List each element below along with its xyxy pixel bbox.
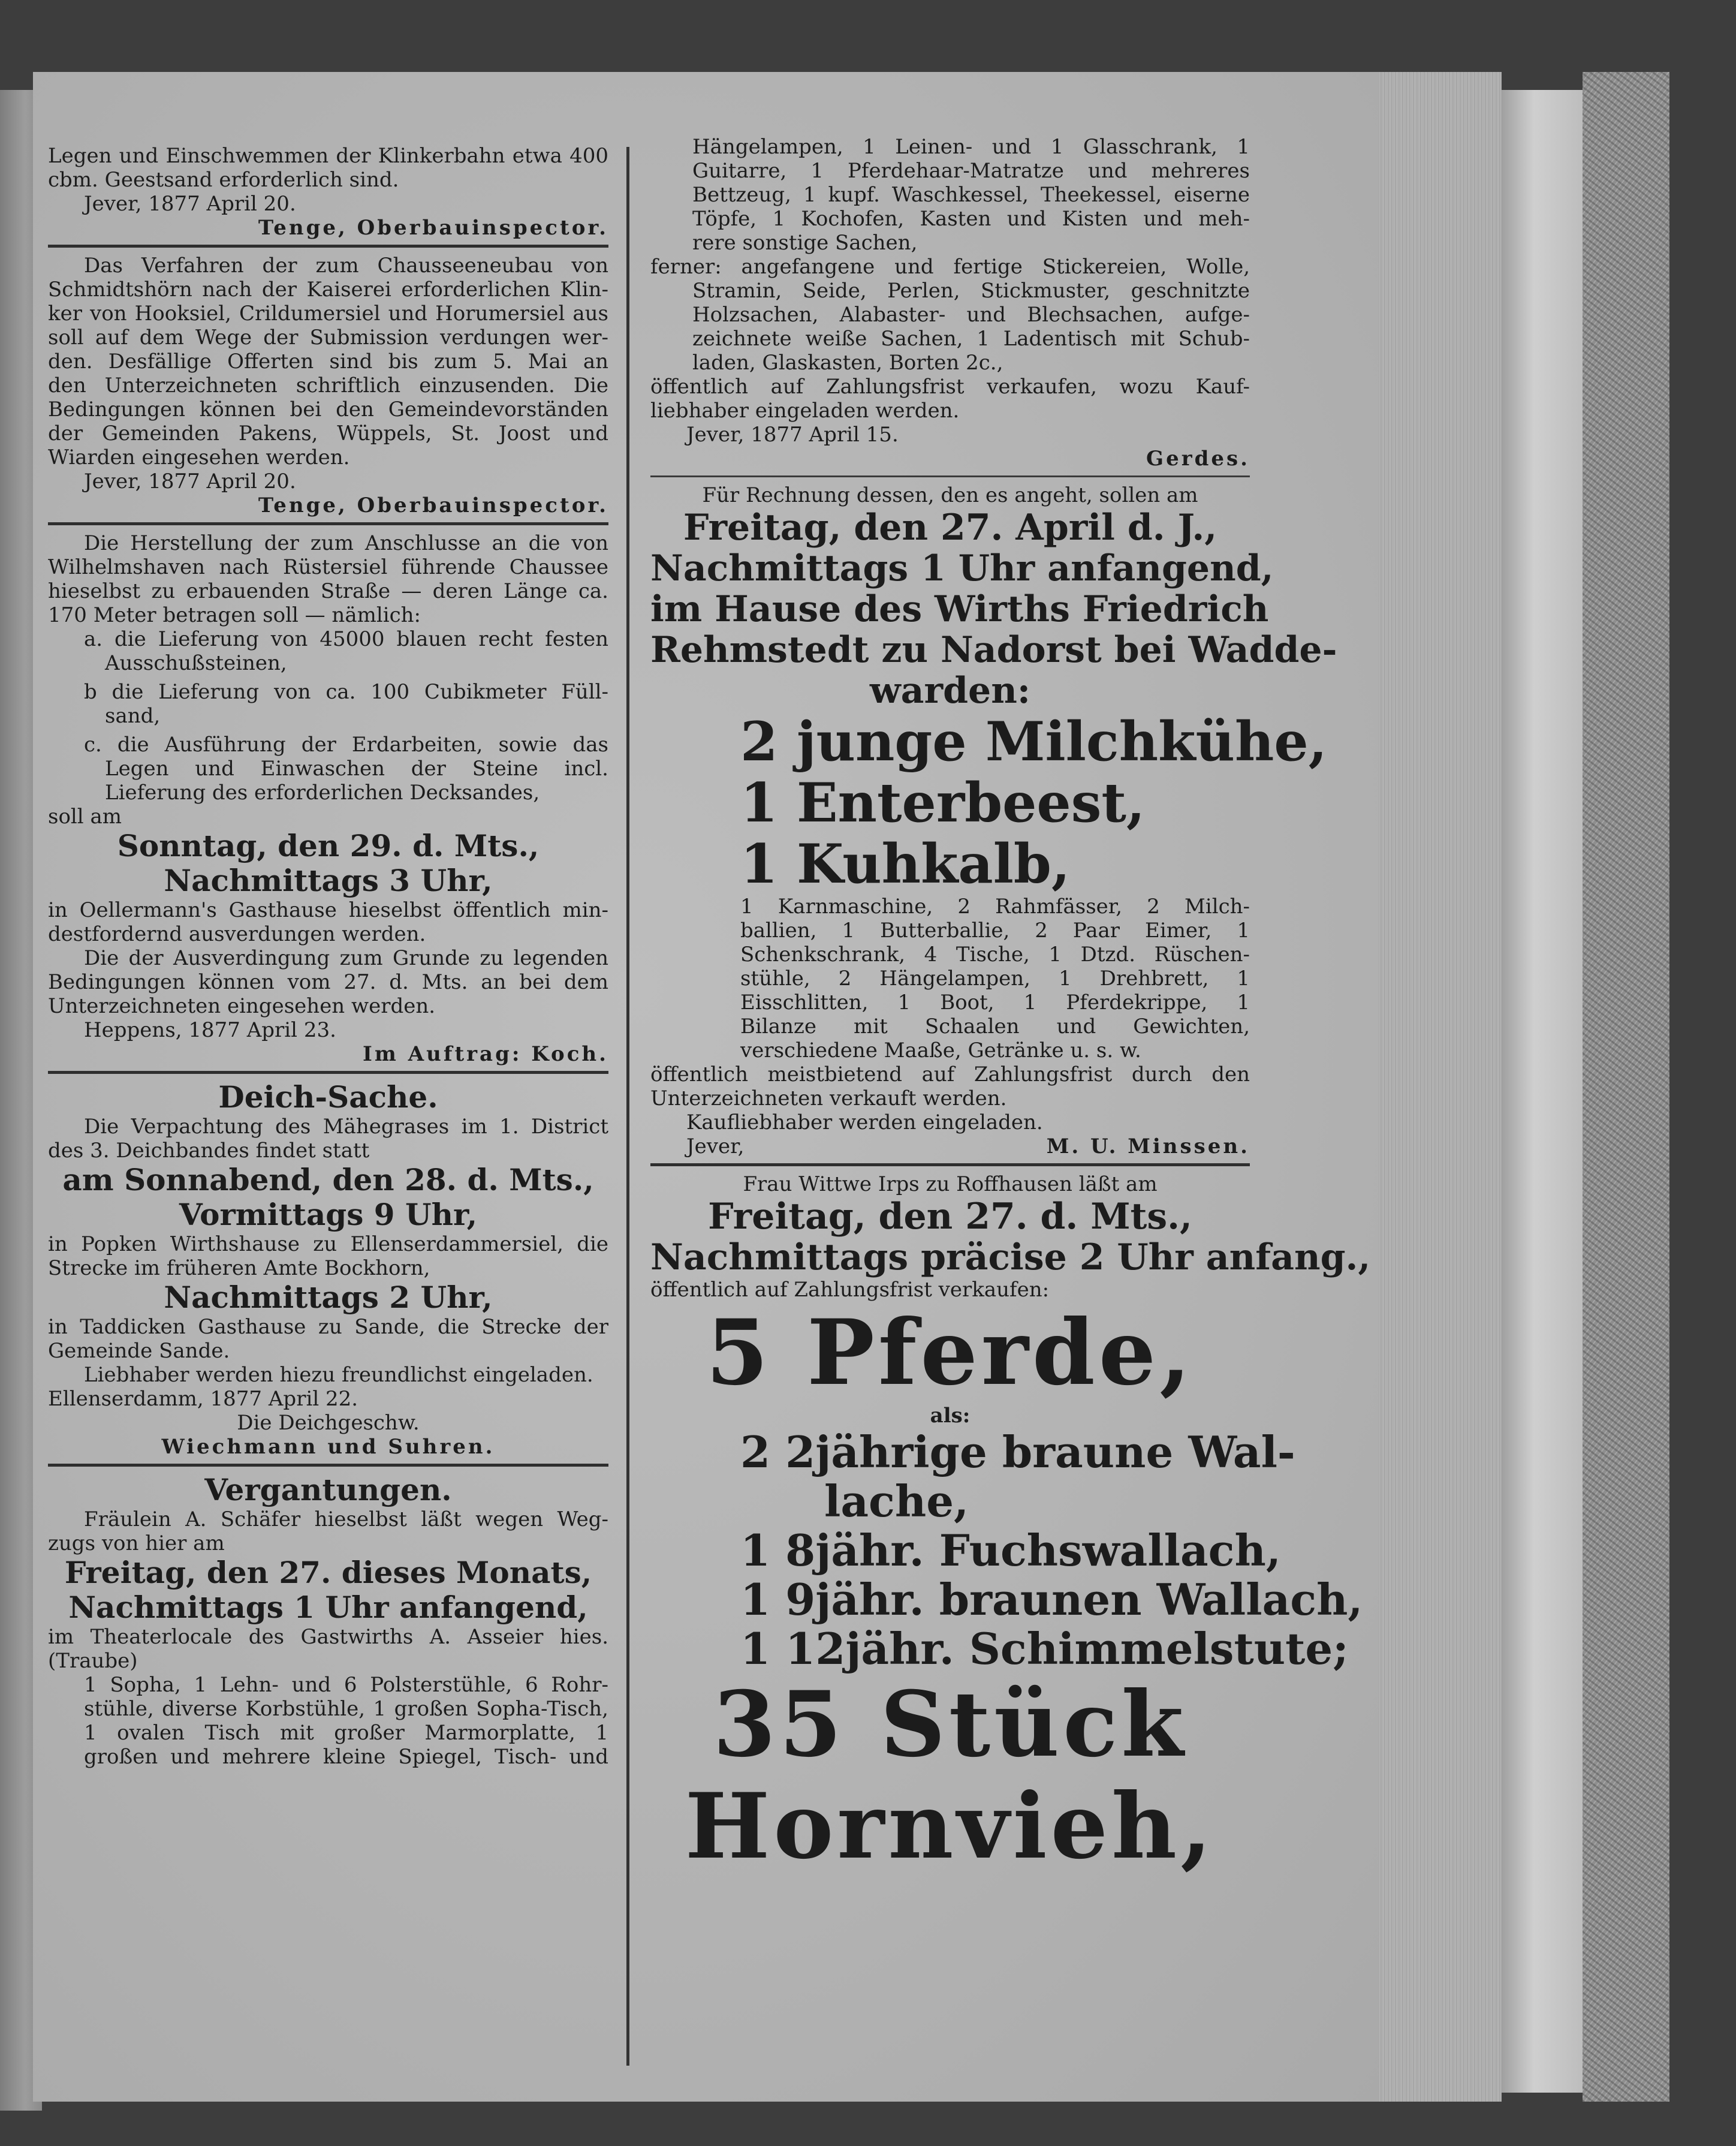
text-line: soll am [48,805,122,829]
notice-heading: Freitag, den 27. d. Mts., [708,1196,1192,1238]
list-item: 2 2jährige braune Wal- [740,1426,1295,1477]
text-line: Bedingungen können bei den Gemeindevorständen [48,398,608,422]
list-item: 1 9jähr. braunen Wallach, [740,1574,1363,1625]
notice-heading: am Sonnabend, den 28. d. Mts., [62,1162,594,1197]
text-line: soll auf dem Wege der Submission verdungen wer- [48,326,608,350]
book-page-edges [1379,72,1502,2102]
text-line: Die Herstellung der zum Anschlusse an die von [84,531,608,555]
left-column [48,144,608,1769]
section-title: Vergantungen. [204,1472,452,1507]
text-line: Liebhaber werden hiezu freundlichst eingeladen. [84,1363,593,1387]
text-line: Die der Ausverdingung zum Grunde zu legenden [84,946,608,970]
text-line: Fräulein A. Schäfer hieselbst läßt wegen Weg- [84,1507,608,1531]
text-line: destfordernd ausverdungen werden. [48,922,426,946]
divider [48,1071,608,1074]
text-line: in Oellermann's Gasthause hieselbst öffentlich min- [48,898,608,922]
text-line: Bedingungen können vom 27. d. Mts. an bei dem [48,970,608,994]
list-item: a. die Lieferung von 45000 blauen recht festen [84,627,608,651]
notice-deich-sache [48,1080,608,1459]
list-item: 1 12jähr. Schimmelstute; [740,1623,1349,1674]
text-line: Legen und Einschwemmen der Klinkerbahn etwa 400 [48,144,608,168]
notice-schaefer-continued [650,135,1250,471]
list-item: Bilanze mit Schaalen und Gewichten, [740,1015,1250,1039]
text-line: zeichnete weiße Sachen, 1 Ladentisch mit Schub- [692,327,1250,351]
large-heading: 2 junge Milchkühe, [740,710,1327,773]
list-item: Legen und Einwaschen der Steine incl. [105,757,608,781]
text-line: Frau Wittwe Irps zu Roffhausen läßt am [743,1172,1158,1196]
text-line: Wiarden eingesehen werden. [48,446,350,469]
list-item: Schenkschrank, 4 Tische, 1 Dtzd. Rüschen- [740,943,1250,967]
text-line: liebhaber eingeladen werden. [650,399,960,423]
list-item: 1 8jähr. Fuchswallach, [740,1525,1281,1576]
notice-date: Jever, 1877 April 20. [84,469,296,493]
column-divider [626,147,629,2066]
text-line: in Popken Wirthshause zu Ellenserdammersiel, die [48,1232,608,1256]
list-item: sand, [105,704,161,728]
text-line: cbm. Geestsand erforderlich sind. [48,168,399,192]
divider [48,522,608,525]
notice-date: Jever, 1877 April 20. [84,192,296,216]
list-item: 1 Sopha, 1 Lehn- und 6 Polsterstühle, 6 Rohr- [84,1673,608,1697]
text-line: Unterzeichneten eingesehen werden. [48,994,436,1018]
text-line: im Theaterlocale des Gastwirths A. Asseier hies. [48,1625,608,1649]
right-column [650,135,1371,1879]
text-line: laden, Glaskasten, Borten 2c., [692,351,1003,375]
hero-heading: 35 Stück [713,1672,1188,1777]
text-line: (Traube) [48,1649,138,1673]
text-line: in Taddicken Gasthause zu Sande, die Strecke der [48,1315,608,1339]
text-line: Unterzeichneten verkauft werden. [650,1086,1007,1110]
notice-chausseeneubau [48,254,608,517]
notice-heading: Rehmstedt zu Nadorst bei Wadde- [650,629,1337,671]
text-line: der Gemeinden Pakens, Wüppels, St. Joost und [48,422,608,446]
notice-date: Heppens, 1877 April 23. [84,1018,336,1042]
list-item: Ausschußsteinen, [105,651,287,675]
large-heading: 1 Kuhkalb, [740,832,1071,896]
list-item: stühle, 2 Hängelampen, 1 Drehbrett, 1 [740,967,1250,991]
notice-anschluss-chaussee [48,531,608,1066]
notice-heading: Nachmittags 3 Uhr, [164,863,493,898]
text-line: Stramin, Seide, Perlen, Stickmuster, geschnitzte [692,279,1250,303]
notice-heading: warden: [869,670,1031,712]
list-item: Eisschlitten, 1 Boot, 1 Pferdekrippe, 1 [740,991,1250,1015]
notice-heading: Nachmittags präcise 2 Uhr anfang., [650,1236,1371,1278]
notice-signer: Die Deichgeschw. [237,1411,420,1435]
list-item: Hängelampen, 1 Leinen- und 1 Glasschrank, 1 [692,135,1250,159]
notice-signature: Tenge, Oberbauinspector. [258,216,608,240]
list-item: großen und mehrere kleine Spiegel, Tisch- und [84,1745,608,1769]
text-line: als: [930,1404,971,1428]
list-item: Guitarre, 1 Pferdehaar-Matratze und mehreres [692,159,1250,183]
text-line: Gemeinde Sande. [48,1339,230,1363]
list-item: c. die Ausführung der Erdarbeiten, sowie das [84,733,608,757]
notice-irps-auction [650,1172,1371,1879]
list-item: stühle, diverse Korbstühle, 1 großen Sopha-Tisch, [84,1697,608,1721]
notice-signature: Tenge, Oberbauinspector. [258,493,608,517]
text-line: zugs von hier am [48,1531,225,1555]
text-line: den. Desfällige Offerten sind bis zum 5. Mai an [48,350,608,374]
notice-heading: Freitag, den 27. April d. J., [683,507,1217,549]
list-item: 1 Karnmaschine, 2 Rahmfässer, 2 Milch- [740,895,1250,919]
notice-heading: Sonntag, den 29. d. Mts., [117,828,540,863]
list-item: rere sonstige Sachen, [692,231,918,255]
divider [650,1163,1250,1166]
text-line: öffentlich auf Zahlungsfrist verkaufen, wozu Kauf- [650,375,1250,399]
notice-date: Jever, 1877 April 15. [686,423,899,447]
text-line: Holzsachen, Alabaster- und Blechsachen, aufge- [692,303,1250,327]
list-item: verschiedene Maaße, Getränke u. s. w. [740,1039,1141,1063]
list-item: lache, [824,1476,969,1527]
list-item: ballien, 1 Butterballie, 2 Paar Eimer, 1 [740,919,1250,943]
text-line: Die Verpachtung des Mähegrases im 1. District [84,1115,608,1139]
notice-vergantungen [48,1473,608,1769]
list-item: Töpfe, 1 Kochofen, Kasten und Kisten und meh- [692,207,1250,231]
notice-signature: Gerdes. [1146,447,1250,471]
divider [650,475,1250,477]
notice-date: Ellenserdamm, 1877 April 22. [48,1387,358,1411]
notice-rehmstedt-auction [650,483,1337,1158]
text-line: ferner: angefangene und fertige Stickereien, Wolle, [650,255,1250,279]
notice-signature: Im Auftrag: Koch. [363,1042,608,1066]
marbled-cover [1583,72,1669,2102]
text-line: Strecke im früheren Amte Bockhorn, [48,1256,430,1280]
text-line: Kaufliebhaber werden eingeladen. [686,1110,1043,1134]
notice-heading: Nachmittags 1 Uhr anfangend, [650,547,1274,589]
text-line: Für Rechnung dessen, den es angeht, sollen am [702,483,1198,507]
book-board [1502,90,1583,2093]
notice-signature: M. U. Minssen. [1046,1134,1250,1158]
text-line: öffentlich auf Zahlungsfrist verkaufen: [650,1278,1050,1302]
list-item: 1 ovalen Tisch mit großer Marmorplatte, 1 [84,1721,608,1745]
text-line: öffentlich meistbietend auf Zahlungsfrist durch den [650,1063,1250,1086]
notice-heading: im Hause des Wirths Friedrich [650,588,1269,630]
divider [48,1464,608,1467]
hero-heading: 5 Pferde, [706,1300,1195,1405]
notice-footer [650,1134,1250,1158]
large-heading: 1 Enterbeest, [740,771,1146,835]
text-line: Wilhelmshaven nach Rüstersiel führende Chaussee [48,555,608,579]
text-line: des 3. Deichbandes findet statt [48,1139,370,1163]
divider [48,245,608,248]
notice-date: Jever, [686,1134,745,1158]
text-line: Schmidtshörn nach der Kaiserei erforderlichen Klin- [48,278,608,302]
notice-heading: Freitag, den 27. dieses Monats, [64,1555,592,1590]
text-line: Das Verfahren der zum Chausseeneubau von [84,254,608,278]
notice-heading: Nachmittags 1 Uhr anfangend, [68,1590,588,1625]
notice-heading: Nachmittags 2 Uhr, [164,1280,493,1315]
list-item: Bettzeug, 1 kupf. Waschkessel, Theekessel, eiserne [692,183,1250,207]
text-line: hieselbst zu erbauenden Straße — deren Länge ca. [48,579,608,603]
list-item: b die Lieferung von ca. 100 Cubikmeter Füll- [84,680,608,704]
text-line: 170 Meter betragen soll — nämlich: [48,603,421,627]
list-item: Lieferung des erforderlichen Decksandes, [105,781,540,805]
notice-title: Deich-Sache. [218,1079,438,1115]
text-line: den Unterzeichneten schriftlich einzusenden. Die [48,374,608,398]
notice-signature: Wiechmann und Suhren. [161,1435,495,1459]
text-line: ker von Hooksiel, Crildumersiel und Horumersiel aus [48,302,608,326]
hero-heading: Hornvieh, [685,1774,1216,1879]
notice-klinkerbahn [48,144,608,240]
notice-heading: Vormittags 9 Uhr, [179,1197,478,1232]
